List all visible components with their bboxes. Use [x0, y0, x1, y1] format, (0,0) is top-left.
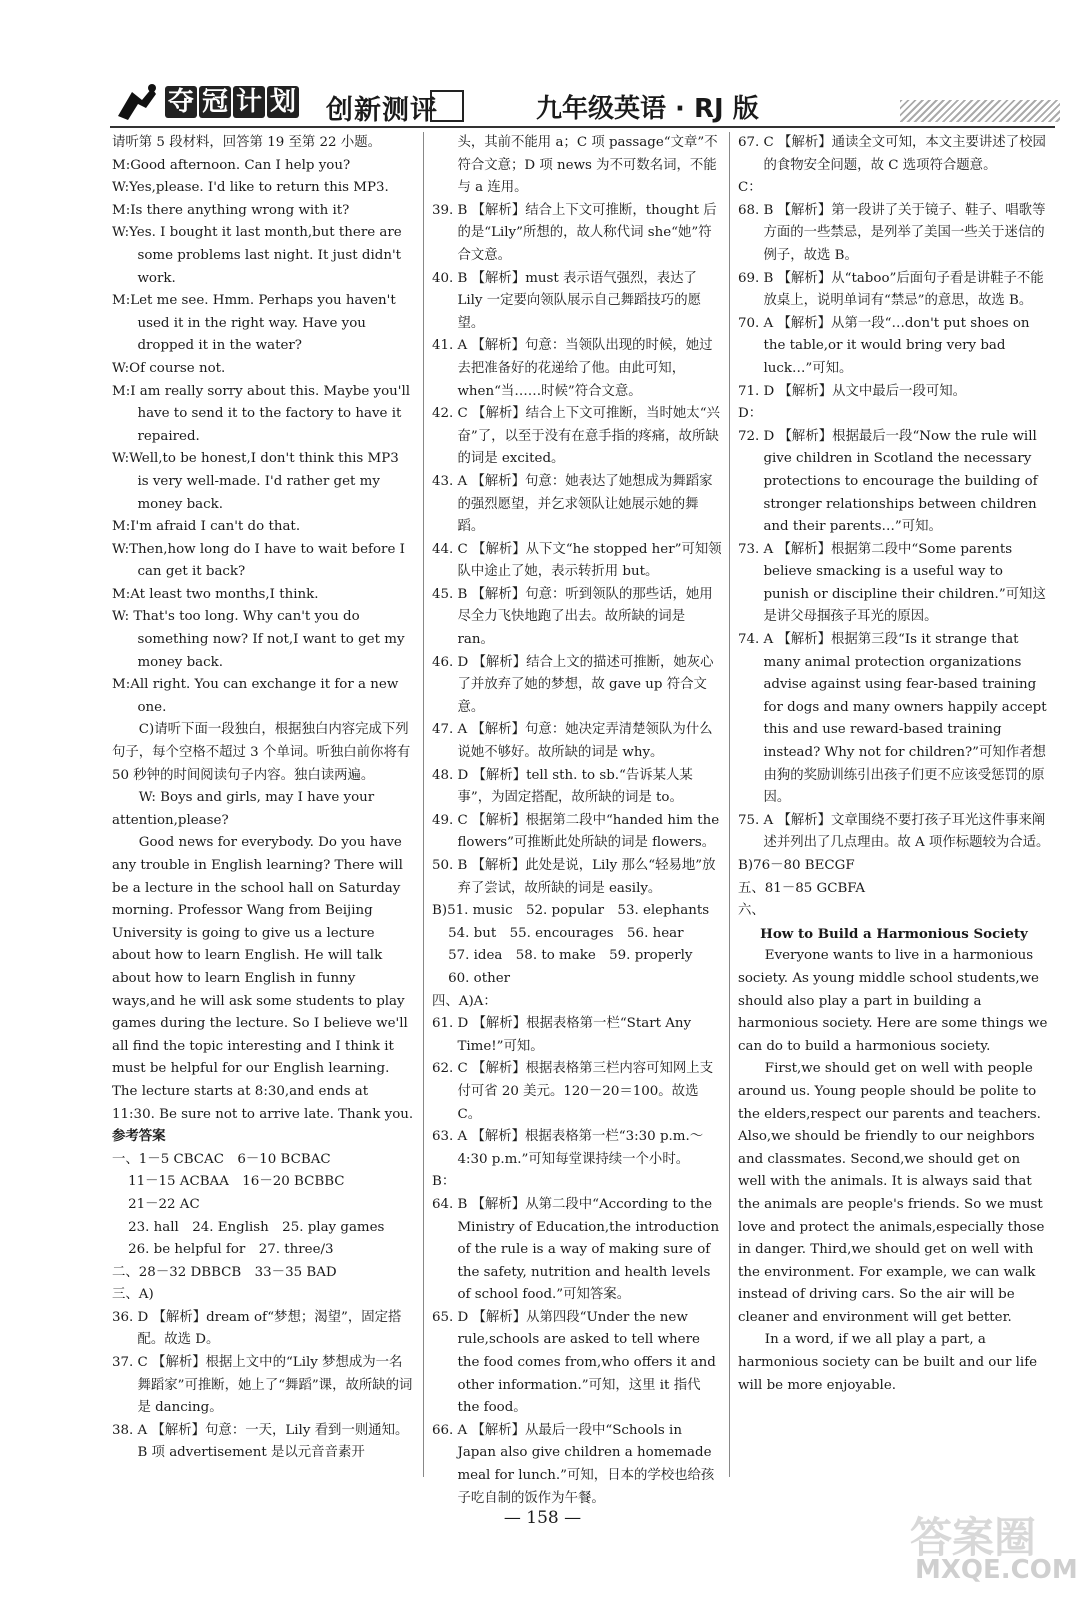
answer-line: 63. A 【解析】根据表格第一栏“3:30 p.m.～4:30 p.m.”可知每堂课持续一个小时。 — [432, 1129, 704, 1167]
dialogue-line: M:At least two months,I think. — [112, 586, 319, 602]
answer-line: 37. C 【解析】根据上文中的“Lily 梦想成为一名舞蹈家”可推断，她上了“舞蹈”课，故所缺的词是 dancing。 — [112, 1355, 413, 1416]
answer-line: 21－22 AC — [128, 1196, 200, 1212]
section-c-instructions: C)请听下面一段独白，根据独白内容完成下列句子，每个空格不超过 3 个单词。听独白前你将有 50 秒钟的时间阅读句子内容。独白读两遍。 — [112, 722, 411, 783]
answer-line: 43. A 【解析】句意：她表达了她想成为舞蹈家的强烈愿望，并乞求领队让她展示她的舞蹈。 — [432, 473, 713, 535]
dialogue-line: W:Of course not. — [112, 360, 226, 376]
answer-line: 73. A 【解析】根据第二段中“Some parents believe smacking is a useful way to punish or discipline their children.”可知这是讲父母掴孩子耳光的原因。 — [738, 541, 1046, 625]
column-divider — [423, 132, 424, 1477]
answer-line: 50. B 【解析】此处是说，Lily 那么“轻易地”放弃了尝试，故所缺的词是 easily。 — [432, 858, 716, 896]
dialogue-line: M:I am really sorry about this. Maybe you'll have to send it to the factory to have it repaired. — [112, 383, 411, 444]
answer-line: 54. but 55. encourages 56. hear — [448, 925, 684, 941]
answer-line: 头，其前不能用 a；C 项 passage“文章”不符合文意；D 项 news 为不可数名词，不能与 a 连用。 — [457, 135, 718, 196]
answer-line: 66. A 【解析】从最后一段中“Schools in Japan also give children a homemade meal for lunch.”可知，日本的学校也给孩子吃自制的饭作为午餐。 — [432, 1422, 715, 1506]
answer-line: 71. D 【解析】从文中最后一段可知。 — [738, 383, 967, 399]
answer-line: B)76－80 BECGF — [738, 858, 855, 873]
dialogue-line: W:Yes. I bought it last month,but there are some problems last night. It just didn't work. — [112, 225, 402, 286]
answer-line: 69. B 【解析】从“taboo”后面句子看是讲鞋子不能放桌上，说明单词有“禁忌”的意思，故选 B。 — [738, 270, 1044, 309]
dialogue-line: M:I'm afraid I can't do that. — [112, 519, 301, 535]
answer-line: 二、28－32 DBBCB 33－35 BAD — [112, 1264, 337, 1280]
dialogue-line: M:Good afternoon. Can I help you? — [112, 157, 351, 173]
answer-line: C： — [738, 180, 762, 196]
answer-line: D： — [738, 406, 763, 422]
answer-line: 46. D 【解析】结合上文的描述可推断，她灰心了并放弃了她的梦想，故 gave up 符合文意。 — [432, 654, 714, 715]
answer-line: 一、1－5 CBCAC 6－10 BCBAC — [112, 1151, 331, 1167]
column-divider — [729, 132, 730, 1477]
answer-line: 40. B 【解析】must 表示语气强烈，表达了 Lily 一定要向领队展示自己舞蹈技巧的愿望。 — [432, 270, 701, 331]
dialogue-line: W: That's too long. Why can't you do something now? If not,I want to get my money back. — [112, 609, 405, 670]
answer-line: 75. A 【解析】文章围绕不要打孩子耳光这件事来阐述并列出了几点理由。故 A 项作标题较为合适。 — [738, 812, 1050, 851]
watermark-text: 答案圈 — [910, 1513, 1037, 1562]
book-title: 九年级英语 · RJ 版 — [536, 94, 759, 124]
answer-line: 六、 — [738, 903, 765, 919]
answer-line: 61. D 【解析】根据表格第一栏“Start Any Time!”可知。 — [432, 1016, 692, 1054]
column-left — [112, 132, 414, 1465]
dialogue-line: W:Then,how long do I have to wait before I can get it back? — [112, 541, 405, 580]
answer-line: 64. B 【解析】从第二段中“According to the Ministry of Education,the introduction of the rule is a way of making sure of the safety, nutrition and health levels of school food.”可知答案。 — [432, 1196, 720, 1303]
page-number: — 158 — — [503, 1508, 582, 1528]
answer-line: 36. D 【解析】dream of“梦想；渴望”，固定搭配。故选 D。 — [112, 1309, 402, 1348]
answer-line: 70. A 【解析】从第一段“…don't put shoes on the table,or it would bring very bad luck…”可知。 — [738, 315, 1030, 376]
page-header — [0, 0, 1085, 140]
answer-line: 11－15 ACBAA 16－20 BCBBC — [128, 1174, 345, 1190]
answer-line: 44. C 【解析】从下文“he stopped her”可知领队中途止了她，表示转折用 but。 — [432, 541, 722, 580]
answer-line: 45. B 【解析】句意：听到领队的那些话，她用尽全力飞快地跑了出去。故所缺的词是 ran。 — [432, 586, 713, 648]
answer-line: 68. B 【解析】第一段讲了关于镜子、鞋子、唱歌等方面的一些禁忌，是列举了美国一些关于迷信的例子，故选 B。 — [738, 202, 1046, 263]
answer-line: 67. C 【解析】通读全文可知，本文主要讲述了校园的食物安全问题，故 C 选项符合题意。 — [738, 135, 1046, 173]
monologue-line: Good news for everybody. Do you have any trouble in English learning? There will be a lecture in the school hall on Saturday morning. Professor Wang from Beijing University is going to give us a lecture about how to learn English. He will talk about how to learn English in funny ways,and he will ask some students to play games during the lecture. So I believe we'll all find the topic interesting and I think it must be helpful for our English learning. The lecture starts at 8:30,and ends at 11:30. Be sure not to arrive late. Thank you. — [112, 835, 414, 1122]
dialogue-line: M:Is there anything wrong with it? — [112, 202, 350, 218]
series-title: 创新测评 — [326, 95, 438, 126]
answer-line: 72. D 【解析】根据最后一段“Now the rule will give children in Scotland the necessary protections to encourage the building of stronger relationships between children and their parents…”可知。 — [738, 428, 1038, 535]
logo-text: 夺 冠 计 划 — [165, 86, 299, 118]
answer-line: 三、A) — [112, 1287, 154, 1303]
header-rule — [110, 126, 1055, 128]
answer-line: 42. C 【解析】结合上下文可推断，当时她太“兴奋”了，以至于没有在意手指的疼痛，故所缺的词是 excited。 — [432, 406, 720, 467]
listening-line: 请听第 5 段材料，回答第 19 至第 22 小题。 — [112, 135, 381, 150]
answer-line: 49. C 【解析】根据第二段中“handed him the flowers”可推断此处所缺的词是 flowers。 — [432, 812, 720, 851]
answer-line: B)51. music 52. popular 53. elephants — [432, 903, 710, 919]
answer-line: 五、81－85 GCBFA — [738, 880, 866, 896]
dialogue-line: W:Well,to be honest,I don't think this MP3 is very well-made. I'd rather get my money back. — [112, 451, 399, 512]
essay-paragraph: First,we should get on well with people around us. Young people should be polite to the elders,respect our parents and teachers. Also,we should be friendly to our neighbors and classmates. Second,we should get on well with the animals. It is always said that the animals are people's friends. So we must love and protect the animals,especially those in danger. Third,we should get on well with the environment. For example, we can walk instead of driving cars. So the air will be cleaner and environment will get better. — [738, 1061, 1045, 1325]
answer-line: 26. be helpful for 27. three/3 — [128, 1242, 334, 1258]
answer-line: 41. A 【解析】句意：当领队出现的时候，她过去把准备好的花递给了他。由此可知，when“当……时候”符合文意。 — [432, 338, 713, 399]
essay-paragraph: Everyone wants to live in a harmonious society. As young middle school students,we should also play a part in building a harmonious society. Here are some things we can do to build a harmonious society. — [738, 948, 1048, 1054]
answer-line: 65. D 【解析】从第四段“Under the new rule,schools are asked to tell where the food comes from,who offers it and other information.”可知，这里 it 指代 the food。 — [432, 1309, 716, 1416]
series-box-icon — [430, 90, 464, 122]
decorative-stripe — [900, 100, 1060, 122]
answer-line: 62. C 【解析】根据表格第三栏内容可知网上支付可省 20 美元。120－20＝100。故选 C。 — [432, 1061, 714, 1122]
answer-line: 四、A)A： — [432, 993, 497, 1009]
answer-line: 39. B 【解析】结合上下文可推断，thought 后的是“Lily”所想的，故人称代词 she“她”符合文意。 — [432, 202, 717, 263]
answer-line: 57. idea 58. to make 59. properly — [448, 948, 693, 964]
watermark-url: MXQE.COM — [915, 1555, 1078, 1585]
column-middle — [432, 132, 722, 1510]
answer-line: 23. hall 24. English 25. play games — [128, 1219, 385, 1235]
answer-line: 38. A 【解析】句意：一天，Lily 看到一则通知。B 项 advertisement 是以元音音素开 — [112, 1422, 409, 1461]
answer-line: 48. D 【解析】tell sth. to sb.“告诉某人某事”，为固定搭配，故所缺的词是 to。 — [432, 767, 693, 806]
essay-paragraph: In a word, if we all play a part, a harmonious society can be built and our life will be more enjoyable. — [738, 1332, 1038, 1393]
dialogue-line: W:Yes,please. I'd like to return this MP3. — [112, 180, 389, 196]
essay-title: How to Build a Harmonious Society — [760, 925, 1028, 942]
answer-line: 47. A 【解析】句意：她决定弄清楚领队为什么说她不够好。故所缺的词是 why。 — [432, 722, 713, 761]
monologue-line: W: Boys and girls, may I have your attention,please? — [112, 790, 375, 828]
dialogue-line: M:Let me see. Hmm. Perhaps you haven't used it in the right way. Have you dropped it in the water? — [112, 293, 396, 354]
answer-line: 60. other — [448, 970, 511, 986]
answers-title: 参考答案 — [112, 1129, 166, 1145]
dialogue-line: M:All right. You can exchange it for a new one. — [112, 677, 399, 715]
answer-line: B： — [432, 1174, 456, 1190]
column-right — [738, 132, 1050, 1397]
answer-line: 74. A 【解析】根据第三段“Is it strange that many animal protection organizations advise against using fear-based training for dogs and many owners happily accept this and use reward-based training instead? Why not for children?”可知作者想由狗的奖励训练引出孩子们更不应该受惩罚的原因。 — [738, 632, 1047, 806]
